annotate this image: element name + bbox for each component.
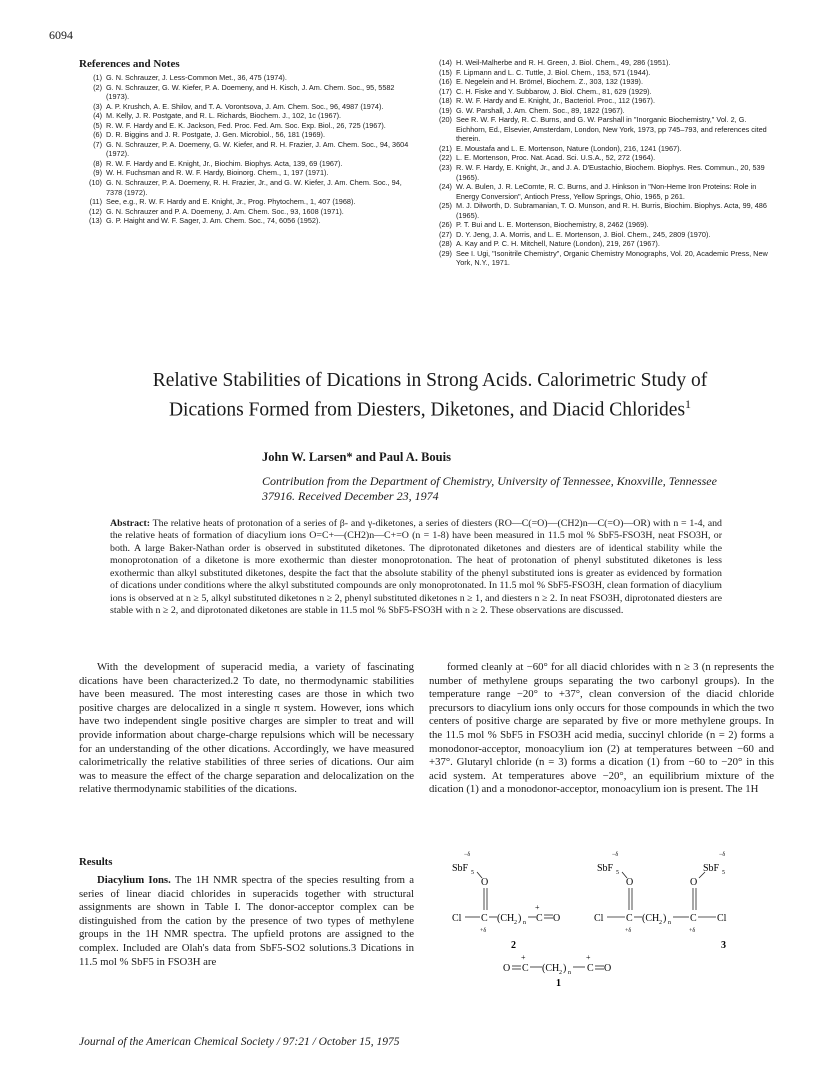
reference-text: R. W. F. Hardy and E. Knight, Jr., Bacteriol. Proc., 112 (1967). [456, 96, 655, 106]
reference-number: (21) [439, 143, 452, 153]
oxygen-label: O [690, 877, 698, 888]
svg-text:): ) [663, 913, 667, 924]
oxygen-label: O [626, 877, 634, 888]
reference-text: E. Moustafa and L. E. Mortenson, Nature (London), 216, 1241 (1967). [456, 143, 682, 153]
structure-1 [503, 953, 611, 988]
reference-item [429, 144, 774, 154]
reference-text: C. H. Fiske and Y. Subbarow, J. Biol. Chem., 81, 629 (1929). [456, 86, 652, 96]
reference-item [79, 121, 414, 131]
structure-3 [594, 852, 727, 951]
reference-text: G. P. Haight and W. F. Sager, J. Am. Chem. Soc., 74, 6056 (1952). [106, 216, 321, 226]
reference-item [429, 220, 774, 230]
reference-number: (26) [439, 220, 452, 230]
intro-paragraph: With the development of superacid media, a variety of fascinating dications have been characterized.2 To date, no thermodynamic stabilities have been measured. The most interesting cases are those in which two positive charges are delocalized in a single π system. However, ions which have two independent single positive charges are simpler to treat and will provide information about charge-charge repulsions which will be necessary for an understanding of the other dications. Accordingly, we have measured calorimetrically the relative stabilities of three series of dications. Our aim was to measure the effect of the charge separation and delocalization on the relative thermodynamic stabilities of the dications. [79, 661, 414, 796]
reference-text: P. T. Bui and L. E. Mortenson, Biochemistry, 8, 2462 (1969). [456, 220, 649, 230]
reference-number: (13) [89, 216, 102, 226]
structure-number-3: 3 [721, 940, 726, 951]
reference-item [79, 130, 414, 140]
results-runin-heading: Diacylium Ions. [97, 874, 171, 886]
reference-item [429, 106, 774, 116]
reference-text: A. Kay and P. C. H. Mitchell, Nature (London), 219, 267 (1967). [456, 239, 660, 249]
reference-number: (20) [439, 115, 452, 125]
reference-number: (22) [439, 153, 452, 163]
reference-item [429, 115, 774, 144]
reference-text: E. Negelein and H. Brömel, Biochem. Z., 303, 132 (1939). [456, 77, 643, 87]
chlorine-label: Cl [717, 913, 727, 924]
reference-text: R. W. F. Hardy and E. Knight, Jr., Biochim. Biophys. Acta, 139, 69 (1967). [106, 158, 343, 168]
references-right-column [429, 58, 774, 268]
reference-text: W. A. Bulen, J. R. LeComte, R. C. Burns, and J. Hinkson in "Non-Heme Iron Proteins: Role in Energy Conversion", Antioch Press, Yellow Springs, Ohio, 1965, p 261. [456, 182, 757, 201]
subscript-label: 5 [722, 870, 725, 876]
reference-item [79, 140, 414, 159]
methylene-chain-label: (CH [542, 963, 560, 974]
reference-number: (29) [439, 248, 452, 258]
abstract-text: The relative heats of protonation of a series of β- and γ-diketones, a series of diesters (RO—C(=O)—(CH2)n—C(=O)—OR) with n = 1-4, and the relative heats of formation of diacylium ions O=C+—(CH2)n—C+=O (n = 1-8) have been measured in 11.5 mol % SbF5-FSO3H, neat FSO3H, or both. A large Baker-Nathan order is observed in substituted diketones. The diprotonated diketones and diesters are of identical stability while the monoprotonation of a diketone is more exothermic than diester monoprotonation. The heat of protonation of phenyl substituted diketones is less exothermic than alkyl substituted diketones, despite the fact that the absolute stability of the phenyl substituted ions is greater as evidenced by formation of dications under conditions where the alkyl substituted compounds are only monoprotonated. In 11.5 mol % SbF5-FSO3H, clean formation of diacylium ions is observed at n ≥ 5, alkyl substituted diketones n ≥ 2, phenyl substituted diketones n ≥ 1, and diesters n ≥ 2. In neat FSO3H, diprotonated diesters are stable with n ≥ 2, and diprotonated diketones are stable in 11.5 mol % SbF5-FSO3H with n ≥ 2. These observations are discussed. [110, 518, 722, 617]
reference-number: (17) [439, 86, 452, 96]
methylene-chain-label: (CH [497, 913, 515, 924]
oxygen-label: O [553, 913, 561, 924]
partial-charge-label: −δ [612, 852, 619, 858]
reference-item [429, 68, 774, 78]
structure-2 [452, 852, 560, 951]
reference-text: G. N. Schrauzer, G. W. Kiefer, P. A. Doemeny, and H. Kisch, J. Am. Chem. Soc., 95, 5582 (1973). [106, 82, 395, 102]
reference-item [429, 230, 774, 240]
reference-item [429, 239, 774, 249]
reference-text: G. N. Schrauzer, P. A. Doemeny, R. H. Frazier, Jr., and G. W. Kiefer, J. Am. Chem. Soc., 94, 7378 (1972). [106, 178, 402, 197]
page-number: 6094 [49, 28, 73, 42]
reference-number: (3) [93, 101, 102, 111]
carbon-label: C [690, 913, 697, 924]
reference-text: See I. Ugi, "Isonitrile Chemistry", Organic Chemistry Monographs, Vol. 20, Academic Press, New York, N.Y., 1971. [456, 248, 768, 268]
reference-item [429, 87, 774, 97]
carbon-label: C [626, 913, 633, 924]
plus-charge-label: + [521, 953, 526, 962]
reference-text: L. E. Mortenson, Proc. Nat. Acad. Sci. U.S.A., 52, 272 (1964). [456, 153, 656, 163]
reference-text: D. Y. Jeng, J. A. Morris, and L. E. Mortenson, J. Biol. Chem., 245, 2809 (1970). [456, 229, 711, 239]
reference-item [79, 111, 414, 121]
reference-number: (10) [89, 178, 102, 188]
right-column-paragraph: formed cleanly at −60° for all diacid chlorides with n ≥ 3 (n represents the number of methylene groups separating the two carbonyl groups). In the temperature range −20° to +37°, clean conversion of the diacid chloride precursors to diacylium ions only occurs for those compounds in which the two centers of positive charge are separated by five or more methylene groups. In the 11.5 mol % SbF5 in FSO3H acid media, succinyl chloride (n = 2) forms a monodonor-acceptor, monoacylium ion (2) at temperatures between −60 and +37°. Glutaryl chloride (n = 3) forms a dication (1) from −60 to −20° in this acid system. At temperatures above −20°, an equilibrium mixture of the dication (1) and a monodonor-acceptor, monoacylium ion is present. The 1H [429, 661, 774, 796]
structure-number-2: 2 [511, 940, 516, 951]
svg-text:n: n [568, 970, 571, 976]
oxygen-label: O [481, 877, 489, 888]
reference-item [429, 96, 774, 106]
methylene-chain-label: (CH [642, 913, 660, 924]
subscript-label: 5 [616, 870, 619, 876]
partial-charge-label: −δ [464, 852, 471, 858]
reference-number: (9) [93, 168, 102, 178]
abstract-label: Abstract: [110, 518, 151, 529]
carbon-label: C [522, 963, 529, 974]
reference-text: See, e.g., R. W. F. Hardy and E. Knight, Jr., Prog. Phytochem., 1, 407 (1968). [106, 197, 356, 207]
reference-number: (24) [439, 182, 452, 192]
reference-item [79, 73, 414, 83]
reference-number: (8) [93, 158, 102, 168]
reference-item [79, 178, 414, 197]
reference-text: F. Lipmann and L. C. Tuttle, J. Biol. Chem., 153, 571 (1944). [456, 67, 651, 77]
reference-number: (5) [93, 120, 102, 130]
carbon-label: C [536, 913, 543, 924]
reference-item [79, 102, 414, 112]
results-heading: Results [79, 856, 113, 868]
svg-text:2: 2 [514, 920, 517, 926]
reference-item [429, 153, 774, 163]
article-title: Relative Stabilities of Dications in Strong Acids. Calorimetric Study of Dications Formed from Diesters, Diketones, and Diacid Chlorides$^1$ [152, 370, 708, 420]
reference-text: G. N. Schrauzer, P. A. Doemeny, G. W. Kiefer, and R. H. Frazier, J. Am. Chem. Soc., 94, 3604 (1972). [106, 139, 409, 159]
reference-number: (19) [439, 105, 452, 115]
reference-number: (14) [439, 58, 452, 67]
partial-charge-label: +δ [689, 928, 696, 934]
abstract [110, 518, 722, 618]
reference-number: (11) [89, 197, 102, 207]
results-paragraph: The 1H NMR spectra of the species resulting from a series of linear diacid chlorides in superacids together with structural assignments are shown in Table I. The donor-acceptor complex can be distinguished from the cation by the presence of two types of methylene groups in the 1H NMR spectra. The upfield protons are assigned to the complex. Included are Olah's data from SbF5-SO2 solutions.3 Dications in 11.5 mol % SbF5 in FSO3H are [79, 874, 415, 968]
reference-text: G. N. Schrauzer and P. A. Doemeny, J. Am. Chem. Soc., 93, 1608 (1971). [106, 206, 344, 216]
reference-text: R. W. F. Hardy and E. K. Jackson, Fed. Proc. Fed. Am. Soc. Exp. Biol., 26, 725 (1967). [106, 120, 386, 130]
sbf5-label: SbF [597, 863, 614, 874]
intro-column [79, 661, 414, 797]
reference-number: (25) [439, 201, 452, 211]
reference-item [79, 83, 414, 102]
reference-number: (6) [93, 130, 102, 140]
svg-text:): ) [563, 963, 567, 974]
reference-number: (7) [93, 139, 102, 149]
plus-charge-label: + [535, 903, 540, 912]
carbon-label: C [481, 913, 488, 924]
svg-text:): ) [518, 913, 522, 924]
reference-item [429, 182, 774, 201]
reference-number: (4) [93, 111, 102, 121]
partial-charge-label: +δ [480, 928, 487, 934]
reference-text: R. W. F. Hardy, E. Knight, Jr., and J. A. D'Eustachio, Biochem. Biophys. Res. Commun., 20, 539 (1965). [456, 163, 765, 182]
authors: John W. Larsen* and Paul A. Bouis [262, 450, 451, 464]
reference-text: G. W. Parshall, J. Am. Chem. Soc., 89, 1822 (1967). [456, 105, 625, 115]
partial-charge-label: +δ [625, 928, 632, 934]
reference-text: See R. W. F. Hardy, R. C. Burns, and G. W. Parshall in "Inorganic Biochemistry," Vol. 2, G. Eichhorn, Ed., Elsevier, Amsterdam, London, New York, 1973, pp 745–793, and references cited therein. [456, 115, 767, 144]
reference-number: (27) [439, 229, 452, 239]
reference-item [79, 168, 414, 178]
chemical-structures-figure [429, 848, 774, 988]
structure-number-1: 1 [556, 978, 561, 988]
reference-item [79, 159, 414, 169]
chlorine-label: Cl [594, 913, 604, 924]
reference-item [429, 163, 774, 182]
svg-text:2: 2 [559, 970, 562, 976]
reference-number: (12) [89, 206, 102, 216]
journal-footer: Journal of the American Chemical Society / 97:21 / October 15, 1975 [79, 1036, 400, 1048]
subscript-label: 5 [471, 870, 474, 876]
reference-item [79, 216, 414, 226]
svg-text:n: n [523, 920, 526, 926]
svg-text:2: 2 [659, 920, 662, 926]
reference-item [79, 207, 414, 217]
reference-item [429, 77, 774, 87]
reference-number: (18) [439, 96, 452, 106]
right-column [429, 661, 774, 797]
references-left-column [79, 73, 414, 226]
sbf5-label: SbF [452, 863, 469, 874]
reference-item [79, 197, 414, 207]
affiliation: Contribution from the Department of Chemistry, University of Tennessee, Knoxville, Tennessee 37916. Received December 23, 1974 [262, 474, 717, 503]
oxygen-label: O [604, 963, 612, 974]
reference-text: M. J. Dilworth, D. Subramanian, T. O. Munson, and R. H. Burris, Biochim. Biophys. Acta, 99, 486 (1965). [456, 201, 767, 220]
partial-charge-label: −δ [719, 852, 726, 858]
plus-charge-label: + [586, 953, 591, 962]
reference-number: (28) [439, 239, 452, 249]
reference-number: (23) [439, 163, 452, 173]
reference-text: G. N. Schrauzer, J. Less-Common Met., 36, 475 (1974). [106, 73, 287, 82]
reference-item [429, 201, 774, 220]
reference-item [429, 249, 774, 268]
reference-text: H. Weil-Malherbe and R. H. Green, J. Biol. Chem., 49, 286 (1951). [456, 58, 671, 67]
received-date: Received December 23, 1974 [298, 489, 439, 503]
reference-text: D. R. Biggins and J. R. Postgate, J. Gen. Microbiol., 56, 181 (1969). [106, 130, 326, 140]
chlorine-label: Cl [452, 913, 462, 924]
oxygen-label: O [503, 963, 511, 974]
carbon-label: C [587, 963, 594, 974]
reference-number: (15) [439, 67, 452, 77]
results-column [79, 874, 414, 969]
reference-text: W. H. Fuchsman and R. W. F. Hardy, Bioinorg. Chem., 1, 197 (1971). [106, 168, 329, 178]
reference-number: (2) [93, 82, 102, 92]
svg-text:n: n [668, 920, 671, 926]
references-heading: References and Notes [79, 58, 180, 70]
reference-number: (16) [439, 77, 452, 87]
reference-text: M. Kelly, J. R. Postgate, and R. L. Richards, Biochem. J., 102, 1c (1967). [106, 111, 342, 121]
sbf5-label: SbF [703, 863, 720, 874]
reference-item [429, 58, 774, 68]
reference-number: (1) [93, 73, 102, 82]
reference-text: A. P. Krushch, A. E. Shilov, and T. A. Vorontsova, J. Am. Chem. Soc., 96, 4987 (1974). [106, 101, 384, 111]
